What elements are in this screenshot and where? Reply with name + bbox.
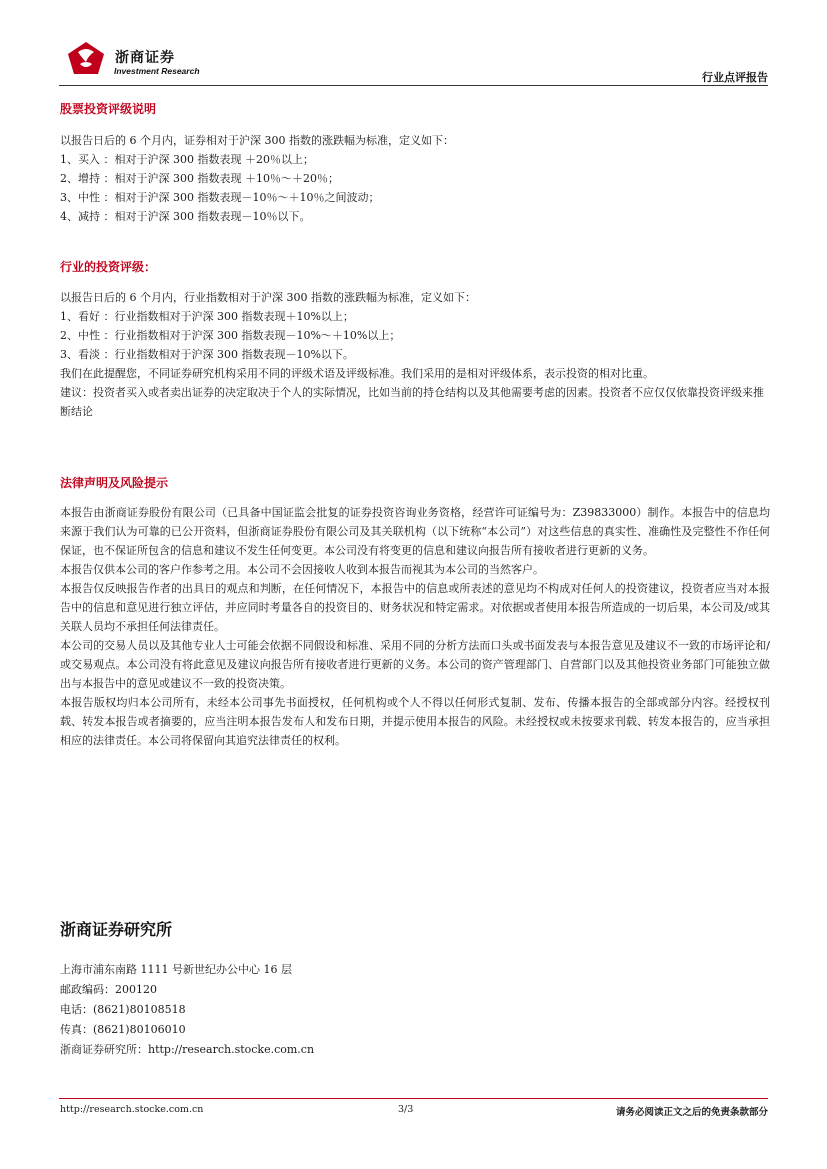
industry-rating-list — [60, 288, 770, 421]
legal-title: 法律声明及风险提示 — [60, 476, 169, 490]
footer-url-link[interactable]: http://research.stocke.com.cn — [60, 1104, 204, 1115]
brand-name-en: Investment Research — [114, 66, 200, 76]
legal-paragraph: 本公司的交易人员以及其他专业人士可能会依据不同假设和标准、采用不同的分析方法而口头或书面发表与本报告意见及建议不一致的市场评论和/或交易观点。本公司没有将此意见及建议向报告所有接收者进行更新的义务。本公司的资产管理部门、自营部门以及其他投资业务部门可能独立做出与本报告中的意见或建议不一致的投资决策。 — [60, 639, 770, 690]
institute-postcode: 邮政编码：200120 — [60, 983, 157, 996]
stock-rating-item: 1、买入 ：相对于沪深 300 指数表现 ＋20％以上； — [60, 153, 314, 166]
stock-rating-title: 股票投资评级说明 — [60, 102, 157, 116]
page-number: 3/3 — [398, 1104, 414, 1115]
legal-paragraph: 本报告仅反映报告作者的出具日的观点和判断，在任何情况下，本报告中的信息或所表述的意见均不构成对任何人的投资建议，投资者应当对本报告中的信息和意见进行独立评估，并应同时考量各自的投资目的、财务状况和特定需求。对依据或者使用本报告所造成的一切后果，本公司及/或其关联人员均不承担任何法律责任。 — [60, 582, 770, 633]
legal-paragraph: 本报告由浙商证券股份有限公司（已具备中国证监会批复的证券投资咨询业务资格，经营许可证编号为：Z39833000）制作。本报告中的信息均来源于我们认为可靠的已公开资料，但浙商证券股份有限公司及其关联机构（以下统称“本公司”）对这些信息的真实性、准确性及完整性不作任何保证，也不保证所包含的信息和建议不发生任何变更。本公司没有将变更的信息和建议向报告所有接收者进行更新的义务。 — [60, 506, 770, 557]
brand-name-cn: 浙商证券 — [115, 50, 175, 66]
industry-rating-reminder: 我们在此提醒您，不同证券研究机构采用不同的评级术语及评级标准。我们采用的是相对评级体系，表示投资的相对比重。 — [60, 367, 654, 380]
footer-divider — [59, 1098, 768, 1099]
industry-rating-item: 1、看好 ：行业指数相对于沪深 300 指数表现＋10%以上； — [60, 310, 354, 323]
industry-rating-intro: 以报告日后的 6 个月内，行业指数相对于沪深 300 指数的涨跌幅为标准，定义如下： — [60, 291, 476, 304]
institute-title: 浙商证券研究所 — [60, 920, 173, 939]
institute-contact — [60, 960, 314, 1060]
stock-rating-item: 3、中性 ：相对于沪深 300 指数表现－10％～＋10％之间波动； — [60, 191, 380, 204]
industry-rating-item: 3、看淡 ：行业指数相对于沪深 300 指数表现－10%以下。 — [60, 348, 354, 361]
industry-rating-item: 2、中性 ：行业指数相对于沪深 300 指数表现－10%～＋10%以上； — [60, 329, 401, 342]
stock-rating-intro: 以报告日后的 6 个月内，证券相对于沪深 300 指数的涨跌幅为标准，定义如下： — [60, 134, 454, 147]
stock-rating-list — [60, 131, 770, 226]
header-divider — [59, 85, 768, 86]
stock-rating-item: 2、增持 ：相对于沪深 300 指数表现 ＋10％～＋20％； — [60, 172, 339, 185]
legal-body — [60, 503, 770, 750]
institute-website[interactable]: 浙商证券研究所：http://research.stocke.com.cn — [60, 1043, 315, 1056]
institute-address: 上海市浦东南路 1111 号新世纪办公中心 16 层 — [60, 963, 292, 976]
legal-paragraph: 本报告版权均归本公司所有，未经本公司事先书面授权，任何机构或个人不得以任何形式复制、发布、传播本报告的全部或部分内容。经授权刊载、转发本报告或者摘要的，应当注明本报告发布人和发布日期，并提示使用本报告的风险。未经授权或未按要求刊载、转发本报告的，应当承担相应的法律责任。本公司将保留向其追究法律责任的权利。 — [60, 696, 770, 747]
institute-phone: 电话：(8621)80108518 — [60, 1003, 186, 1016]
stock-rating-item: 4、减持 ：相对于沪深 300 指数表现－10％以下。 — [60, 210, 311, 223]
report-type: 行业点评报告 — [702, 71, 768, 84]
legal-paragraph: 本报告仅供本公司的客户作参考之用。本公司不会因接收人收到本报告而视其为本公司的当然客户。 — [60, 563, 544, 576]
industry-rating-title: 行业的投资评级： — [60, 260, 157, 274]
industry-rating-advice: 建议：投资者买入或者卖出证券的决定取决于个人的实际情况，比如当前的持仓结构以及其他需要考虑的因素。投资者不应仅仅依靠投资评级来推断结论 — [60, 386, 764, 418]
zheshang-logo-icon — [66, 40, 106, 76]
disclaimer-note: 请务必阅读正文之后的免责条款部分 — [615, 1107, 768, 1118]
institute-fax: 传真：(8621)80106010 — [60, 1023, 186, 1036]
